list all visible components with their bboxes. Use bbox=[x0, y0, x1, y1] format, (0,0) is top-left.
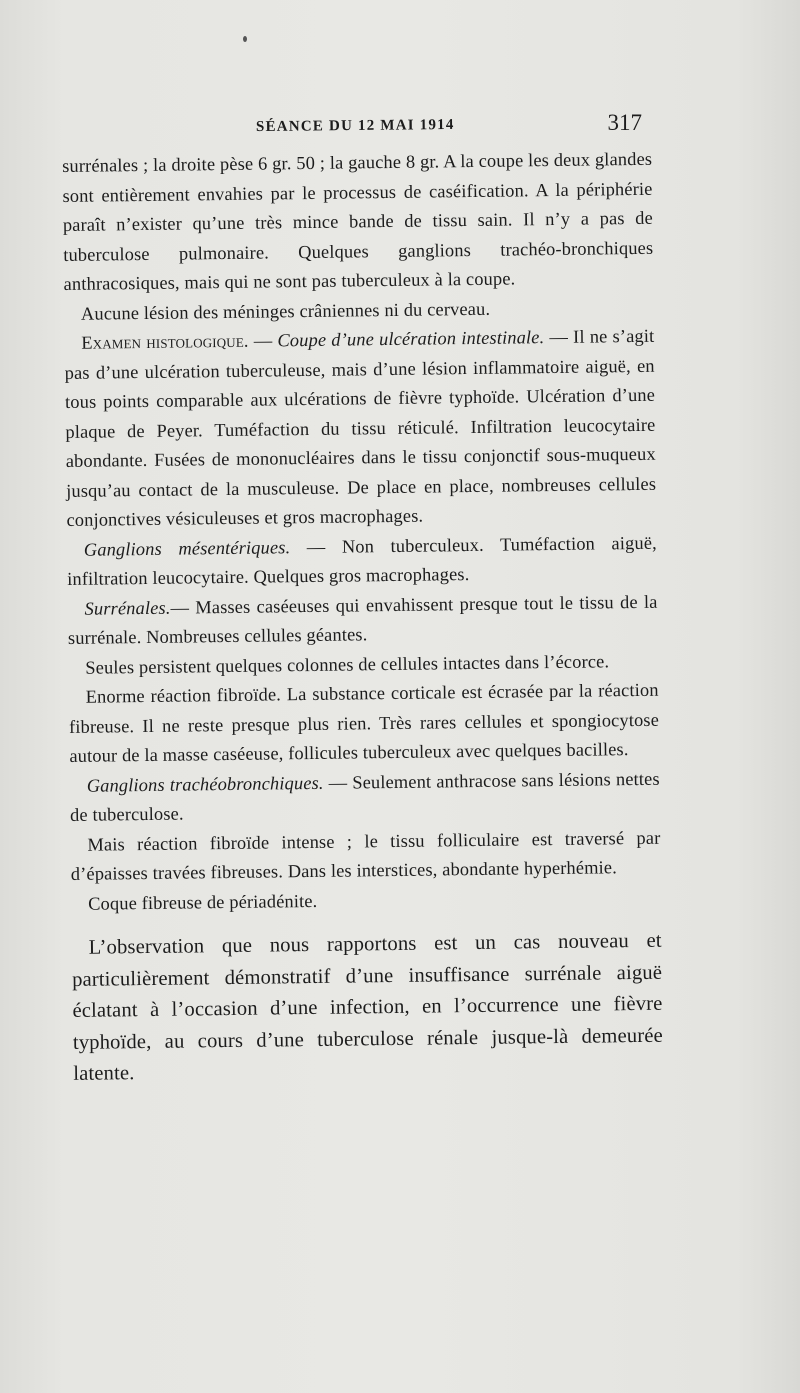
paragraph-periadenitis: Coque fibreuse de périadénite. bbox=[88, 890, 318, 914]
page-header bbox=[60, 112, 650, 142]
paragraph-mesenteric-ganglia: Ganglions mésentériques. — Non tuberculeux. Tuméfaction aiguë, infiltration leucocytaire. Quelques gros macrophages. bbox=[67, 532, 657, 589]
section-text: Masses caséeuses qui envahissent presque tout le tissu de la surrénale. Nombreuses cellules géantes. bbox=[67, 591, 658, 648]
section-label: Examen histologique. bbox=[81, 330, 249, 353]
section-text: Seulement anthracose sans lésions nettes de tuberculose. bbox=[69, 768, 660, 825]
section-title: Ganglions trachéobronchiques. bbox=[86, 772, 324, 796]
body-text bbox=[62, 145, 663, 1091]
section-text: Non tuberculeux. Tuméfaction aiguë, infiltration leucocytaire. Quelques gros macrophages. bbox=[67, 532, 657, 589]
page-number: 317 bbox=[607, 110, 642, 135]
paragraph-cortex: Seules persistent quelques colonnes de cellules intactes dans l’écorce. bbox=[85, 650, 610, 678]
section-title: Ganglions mésentériques. bbox=[83, 536, 291, 560]
paragraph-tracheobronchial-ganglia: Ganglions trachéobronchiques. — Seulement anthracose sans lésions nettes de tuberculose. bbox=[69, 768, 660, 825]
section-title: Surrénales. bbox=[84, 597, 171, 619]
paragraph-fibroid-reaction: Enorme réaction fibroïde. La substance corticale est écrasée par la réaction fibreuse. Il ne reste presque plus rien. Très rares cellules et spongiocytose autour de la masse caséeuse, follicules tuberculeux avec quelques bacilles. bbox=[68, 679, 660, 766]
paragraph-follicular-tissue: Mais réaction fibroïde intense ; le tissu folliculaire est traversé par d’épaisses travées fibreuses. Dans les interstices, abondante hyperhémie. bbox=[70, 827, 661, 884]
paragraph-conclusion: L’observation que nous rapportons est un cas nouveau et particulièrement démonstratif d’une insuffisance surrénale aiguë éclatant à l’occasion d’une infection, en l’occurrence une fièvre typhoïde, au cours d’une tuberculose rénale jusque-là demeurée latente. bbox=[71, 929, 663, 1086]
paragraph-histology-intestine: Examen histologique. — Coupe d’une ulcération intestinale. — Il ne s’agit pas d’une ulcération tuberculeuse, mais d’une lésion inflammatoire aiguë, en tous points comparable aux ulcérations de fièvre typhoïde. Ulcération d’une plaque de Peyer. Tuméfaction du tissu réticulé. Infiltration leucocytaire abondante. Fusées de mononucléaires dans le tissu conjonctif sous-muqueux jusqu’au contact de la musculeuse. De place en place, nombreuses cellules conjonctives vésiculeuses et gros macrophages. bbox=[64, 325, 657, 530]
paragraph-autopsy-suprarenals: surrénales ; la droite pèse 6 gr. 50 ; la gauche 8 gr. A la coupe les deux glandes sont entièrement envahies par le processus de caséification. A la périphérie paraît n’exister qu’une très mince bande de tissu sain. Il n’y a pas de tuberculose pulmonaire. Quelques ganglions trachéo-bronchiques anthracosiques, mais qui ne sont pas tuberculeux à la coupe. bbox=[62, 148, 654, 294]
section-title: Coupe d’une ulcération intestinale. bbox=[277, 327, 545, 351]
ink-speck bbox=[243, 36, 247, 42]
paragraph-suprarenals: Surrénales.— Masses caséeuses qui envahissent presque tout le tissu de la surrénale. Nombreuses cellules géantes. bbox=[67, 591, 658, 648]
running-head: SÉANCE DU 12 MAI 1914 bbox=[255, 116, 455, 136]
section-text: Il ne s’agit pas d’une ulcération tuberculeuse, mais d’une lésion inflammatoire aiguë, en tous points comparable aux ulcérations de fièvre typhoïde. Ulcération d’une plaque de Peyer. Tuméfaction du tissu réticulé. Infiltration leucocytaire abondante. Fusées de mononucléaires dans le tissu conjonctif sous-muqueux jusqu’au contact de la musculeuse. De place en place, nombreuses cellules conjonctives vésiculeuses et gros macrophages. bbox=[64, 325, 657, 530]
paragraph-meninges: Aucune lésion des méninges crâniennes ni du cerveau. bbox=[80, 298, 491, 324]
